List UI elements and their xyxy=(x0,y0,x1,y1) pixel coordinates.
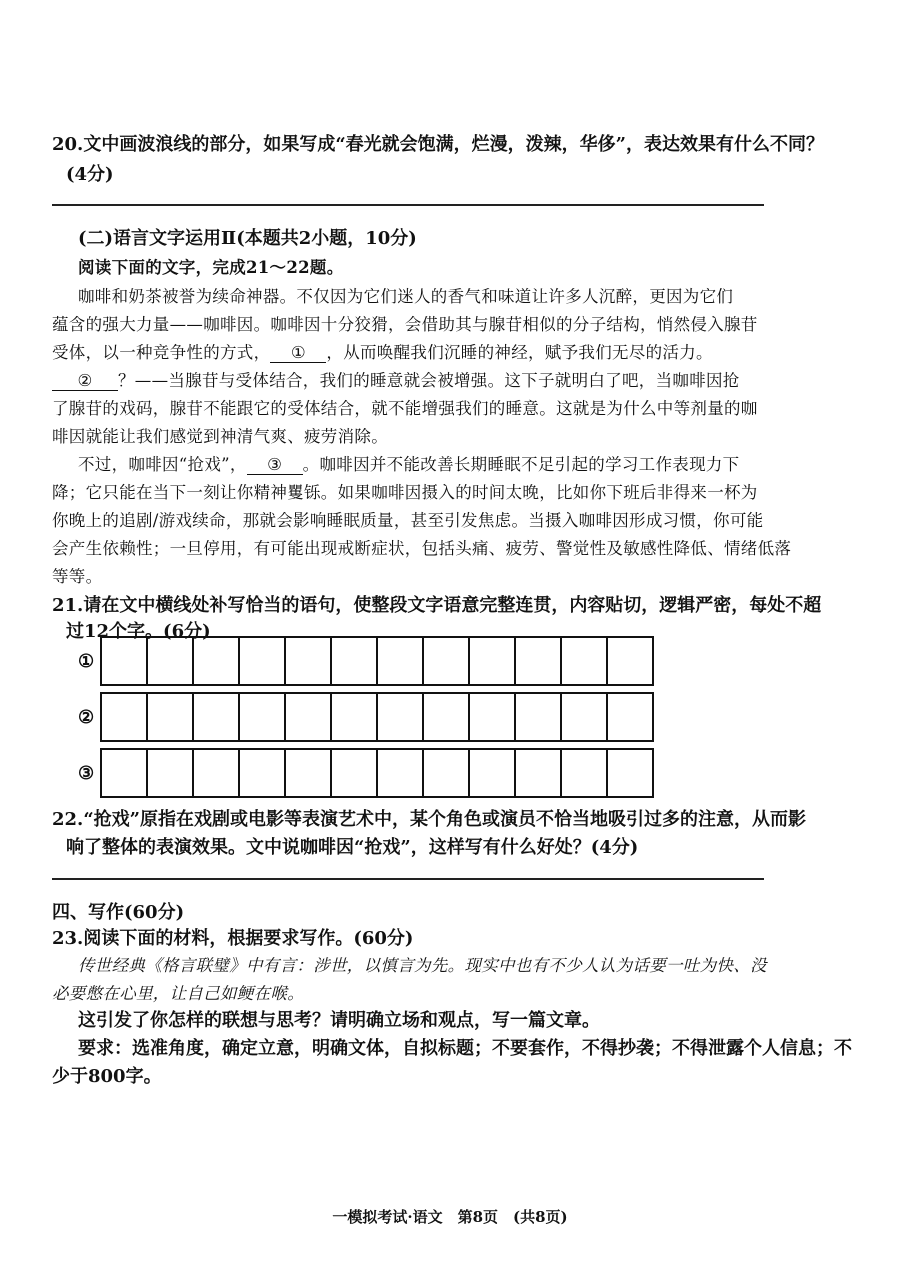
passage-text: 。咖啡因并不能改善长期睡眠不足引起的学习工作表现力下 xyxy=(302,455,740,474)
q20-line2: (4分) xyxy=(66,164,114,185)
page-footer: 一模拟考试·语文 第8页 (共8页) xyxy=(332,1208,568,1226)
section2-heading: (二)语言文字运用Ⅱ(本题共2小题，10分) xyxy=(78,228,417,249)
answer-line-q22 xyxy=(52,878,764,880)
passage-text: 受体，以一种竞争性的方式， xyxy=(52,343,271,362)
passage-text: 不过，咖啡因“抢戏”， xyxy=(78,455,247,474)
passage-line xyxy=(52,367,740,391)
answer-line-q20 xyxy=(52,204,764,206)
passage-line: 咖啡和奶茶被誉为续命神器。不仅因为它们迷人的香气和味道让许多人沉醉，更因为它们 xyxy=(78,287,734,306)
answer-grid-row-1 xyxy=(78,636,654,686)
row-label-3: ③ xyxy=(78,762,95,784)
blank-2: ② xyxy=(52,371,118,391)
blank-3: ③ xyxy=(247,455,303,475)
passage-line: 了腺苷的戏码，腺苷不能跟它的受体结合，就不能增强我们的睡意。这就是为什么中等剂量的咖 xyxy=(52,399,758,418)
q22-line1: 22.“抢戏”原指在戏剧或电影等表演艺术中，某个角色或演员不恰当地吸引过多的注意，从而影 xyxy=(52,809,807,830)
passage-line: 会产生依赖性；一旦停用，有可能出现戒断症状，包括头痛、疲劳、警觉性及敏感性降低、情绪低落 xyxy=(52,539,792,558)
passage-line: 啡因就能让我们感觉到神清气爽、疲劳消除。 xyxy=(52,427,388,446)
q22-line2: 响了整体的表演效果。文中说咖啡因“抢戏”，这样写有什么好处？(4分) xyxy=(66,837,639,858)
q23-requirements: 少于800字。 xyxy=(52,1066,162,1087)
row-label-1: ① xyxy=(78,650,95,672)
q21-line1: 21.请在文中横线处补写恰当的语句，使整段文字语意完整连贯，内容贴切，逻辑严密，每处不超 xyxy=(52,595,822,616)
answer-grid-row-2 xyxy=(78,692,654,742)
answer-grid-row-3 xyxy=(78,748,654,798)
row-label-2: ② xyxy=(78,706,95,728)
passage-line: 蕴含的强大力量——咖啡因。咖啡因十分狡猾，会借助其与腺苷相似的分子结构，悄然侵入腺苷 xyxy=(52,315,758,334)
blank-1: ① xyxy=(270,343,326,363)
passage-text: ，从而唤醒我们沉睡的神经，赋予我们无尽的活力。 xyxy=(326,343,713,362)
q20-line1: 20.文中画波浪线的部分，如果写成“春光就会饱满，烂漫，泼辣，华侈”，表达效果有什么不同？ xyxy=(52,134,825,155)
passage-line xyxy=(78,451,739,475)
answer-cells[interactable] xyxy=(100,748,654,798)
section4-heading: 四、写作(60分) xyxy=(52,902,185,923)
answer-cells[interactable] xyxy=(100,636,654,686)
passage-line: 降；它只能在当下一刻让你精神矍铄。如果咖啡因摄入的时间太晚，比如你下班后非得来一杯为 xyxy=(52,483,758,502)
q23-prompt: 这引发了你怎样的联想与思考？请明确立场和观点，写一篇文章。 xyxy=(78,1010,600,1031)
answer-cells[interactable] xyxy=(100,692,654,742)
passage-text: ？——当腺苷与受体结合，我们的睡意就会被增强。这下子就明白了吧，当咖啡因抢 xyxy=(118,371,740,390)
q23-line1: 23.阅读下面的材料，根据要求写作。(60分) xyxy=(52,928,414,949)
q23-requirements: 要求：选准角度，确定立意，明确文体，自拟标题；不要套作，不得抄袭；不得泄露个人信息；不 xyxy=(78,1038,852,1059)
section2-intro: 阅读下面的文字，完成21～22题。 xyxy=(78,258,344,277)
passage-line: 等等。 xyxy=(52,567,103,586)
q21-line2: 过12个字。(6分) xyxy=(66,621,211,642)
passage-line xyxy=(52,339,713,363)
q23-material: 必要憋在心里，让自己如鲠在喉。 xyxy=(52,984,304,1003)
q23-material: 传世经典《格言联璧》中有言：涉世，以慎言为先。现实中也有不少人认为话要一吐为快、没 xyxy=(78,956,767,975)
passage-line: 你晚上的追剧/游戏续命，那就会影响睡眠质量，甚至引发焦虑。当摄入咖啡因形成习惯，你可能 xyxy=(52,511,764,530)
